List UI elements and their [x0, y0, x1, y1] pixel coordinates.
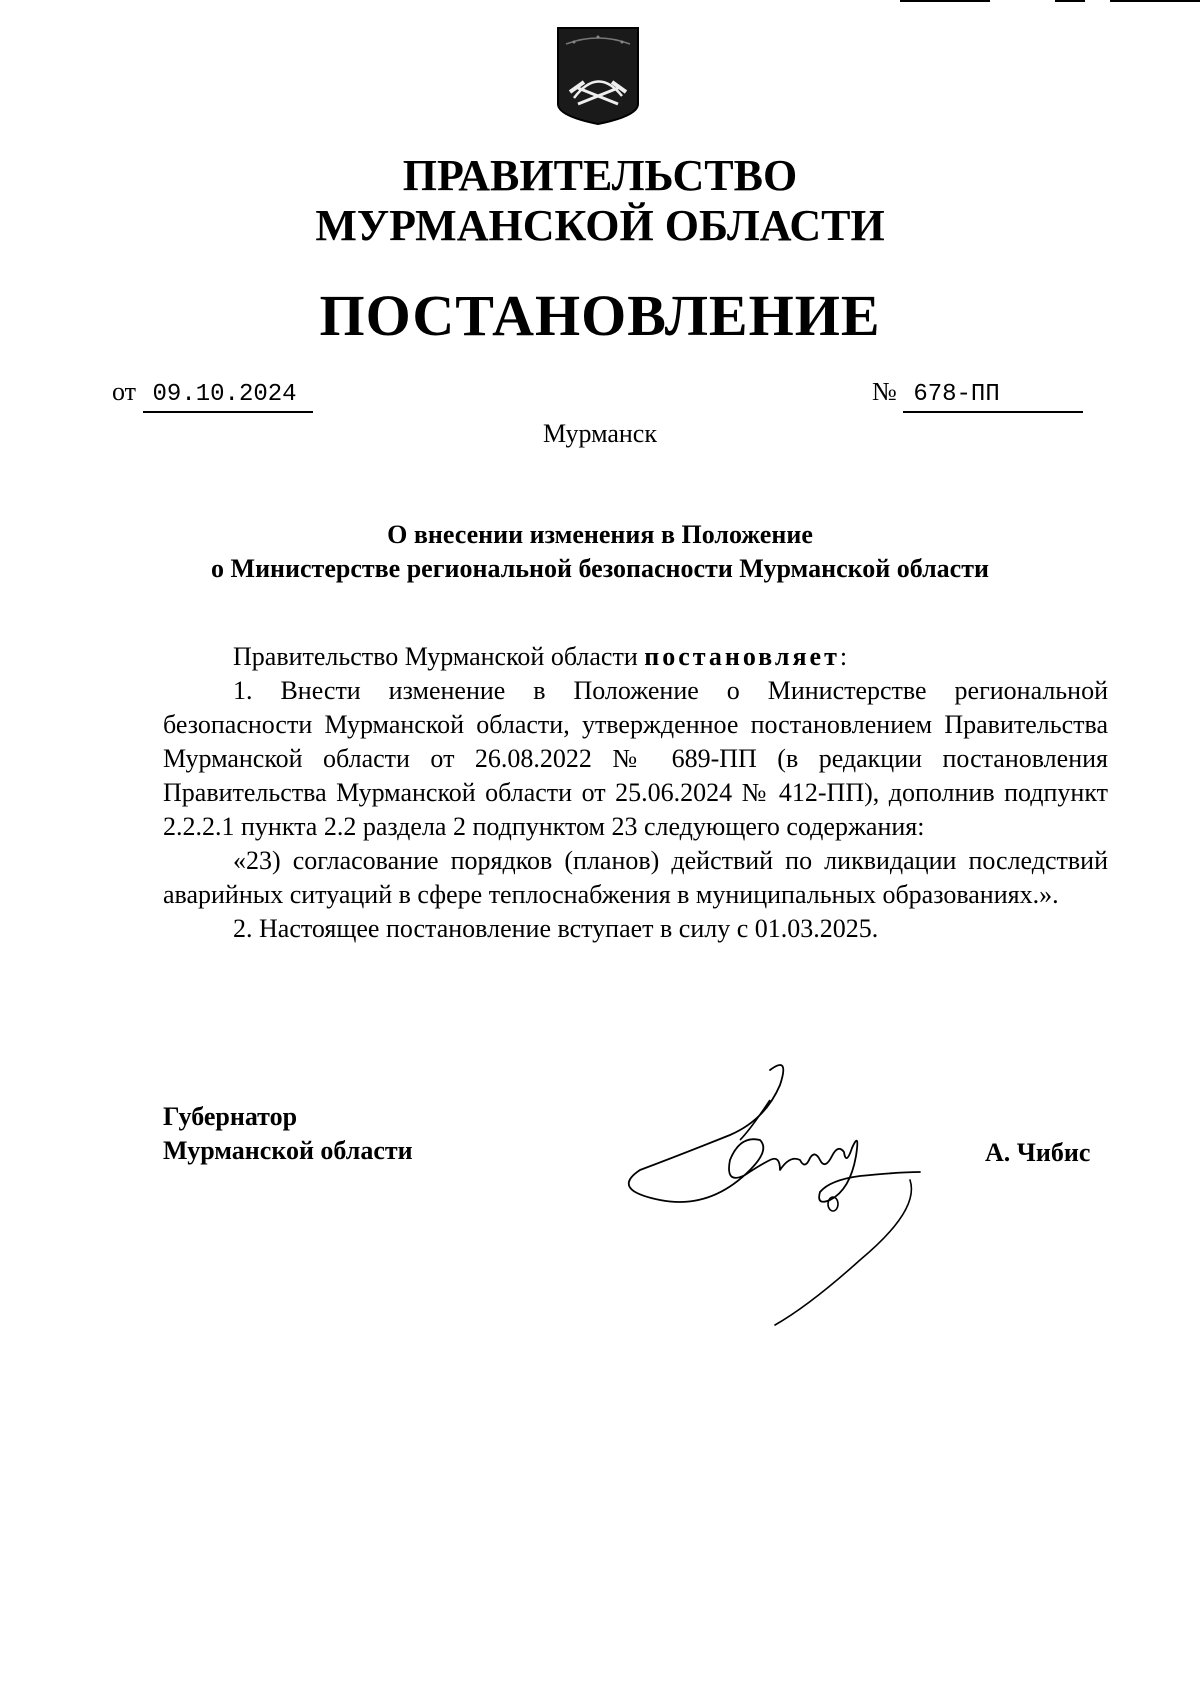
document-type: ПОСТАНОВЛЕНИЕ	[319, 283, 881, 348]
date-value: 09.10.2024	[143, 379, 313, 413]
quote-paragraph: «23) согласование порядков (планов) действий по ликвидации последствий аварийных ситуаций в сфере теплоснабжения в муниципальных образованиях.».	[163, 846, 1108, 909]
document-date	[112, 376, 313, 413]
scan-edge-mark	[900, 0, 990, 2]
item-2-paragraph: 2. Настоящее постановление вступает в силу с 01.03.2025.	[233, 914, 879, 943]
number-prefix: №	[872, 377, 897, 406]
signer-position-line-2: Мурманской области	[163, 1136, 413, 1165]
date-prefix: от	[112, 377, 137, 406]
document-number	[872, 376, 1083, 413]
number-value: 678-ПП	[903, 379, 1083, 413]
signer-position-line-1: Губернатор	[163, 1102, 298, 1131]
intro-tail: :	[839, 642, 848, 671]
scan-edge-mark	[1110, 0, 1200, 2]
issuer-line-2: МУРМАНСКОЙ ОБЛАСТИ	[315, 201, 885, 250]
document-title-line-2: о Министерстве региональной безопасности Мурманской области	[211, 554, 989, 583]
intro-keyword: постановляет	[644, 642, 840, 671]
coat-of-arms-icon	[556, 26, 640, 126]
signer-name: А. Чибис	[985, 1138, 1091, 1167]
city: Мурманск	[543, 419, 657, 448]
issuer-line-1: ПРАВИТЕЛЬСТВО	[402, 151, 798, 200]
intro-lead: Правительство Мурманской области	[233, 642, 645, 671]
item-1-paragraph: 1. Внести изменение в Положение о Министерстве региональной безопасности Мурманской области, утвержденное постановлением Правительства Мурманской области от 26.08.2022 № 689-ПП (в редакции постановления Правительства Мурманской области от 25.06.2024 № 412-ПП), дополнив подпункт 2.2.2.1 пункта 2.2 раздела 2 подпунктом 23 следующего содержания:	[163, 676, 1108, 841]
signature-icon	[620, 1060, 960, 1330]
document-title-line-1: О внесении изменения в Положение	[387, 520, 813, 549]
scan-edge-mark	[1055, 0, 1085, 2]
document-body	[163, 640, 1108, 946]
intro-paragraph	[163, 640, 1108, 674]
signer-position	[163, 1100, 413, 1168]
